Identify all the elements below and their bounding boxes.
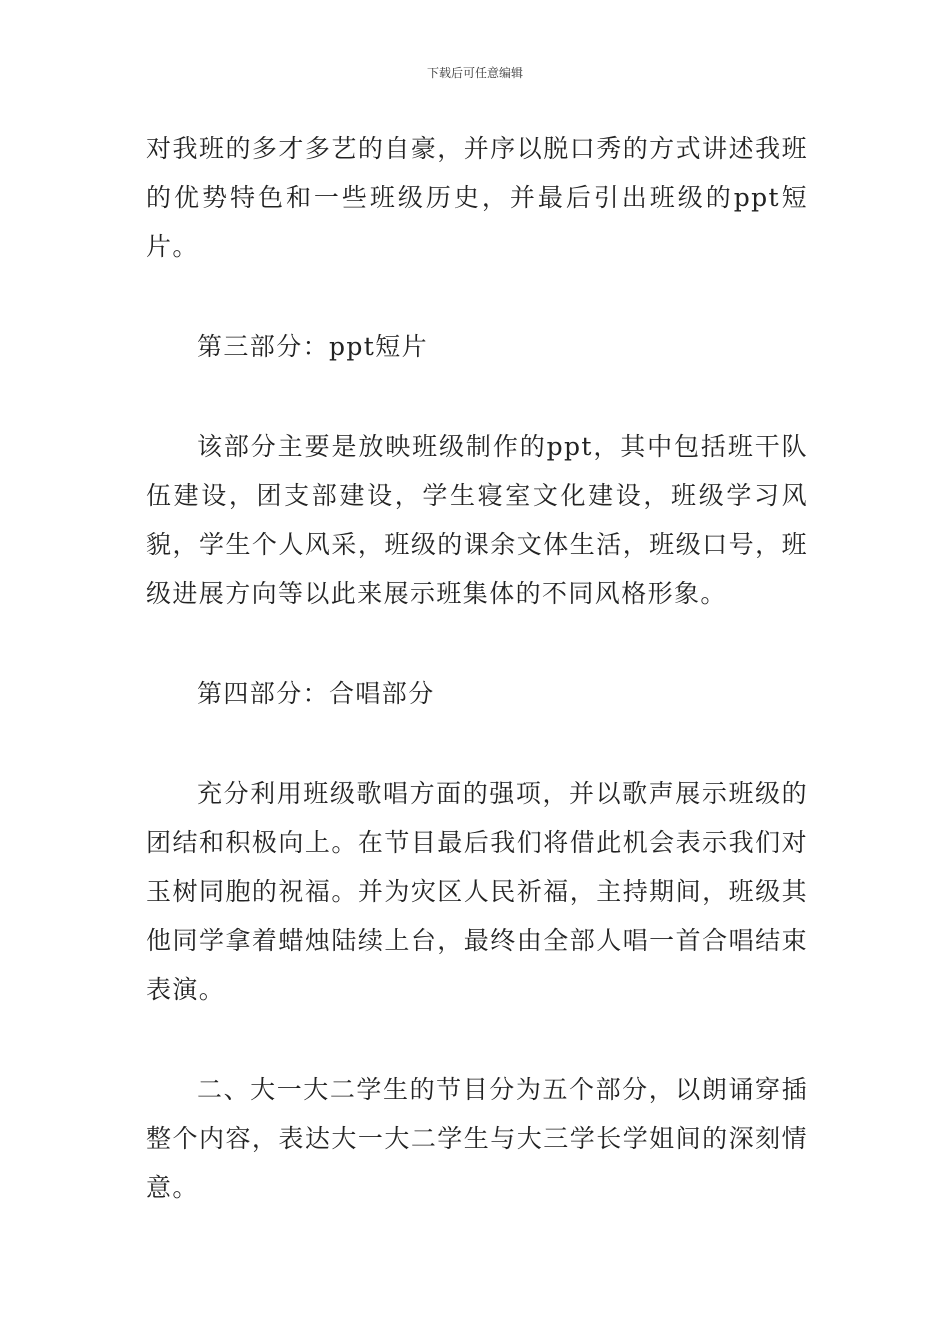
section-heading-part-four: 第四部分：合唱部分 [197,679,435,708]
document-body [146,124,808,1212]
paragraph-spacer [146,371,808,422]
paragraph-spacer [146,618,808,669]
section-heading-part-three: 第三部分：ppt短片 [197,332,429,361]
paragraph-spacer [146,718,808,769]
paragraph-ppt-description: 该部分主要是放映班级制作的ppt，其中包括班干队伍建设，团支部建设，学生寝室文化建设，班级学习风貌，学生个人风采，班级的课余文体生活，班级口号，班级进展方向等以此来展示班集体的不同风格形象。 [146,432,808,608]
paragraph-spacer [146,271,808,322]
paragraph-intro: 对我班的多才多艺的自豪，并序以脱口秀的方式讲述我班的优势特色和一些班级历史，并最后引出班级的ppt短片。 [146,134,808,261]
paragraph-section-two: 二、大一大二学生的节目分为五个部分，以朗诵穿插整个内容，表达大一大二学生与大三学长学姐间的深刻情意。 [146,1075,808,1202]
paragraph-spacer [146,1014,808,1065]
page-header: 下载后可任意编辑 [426,66,523,80]
paragraph-chorus-description: 充分利用班级歌唱方面的强项，并以歌声展示班级的团结和积极向上。在节目最后我们将借此机会表示我们对玉树同胞的祝福。并为灾区人民祈福，主持期间，班级其他同学拿着蜡烛陆续上台，最终由全部人唱一首合唱结束表演。 [146,779,808,1004]
